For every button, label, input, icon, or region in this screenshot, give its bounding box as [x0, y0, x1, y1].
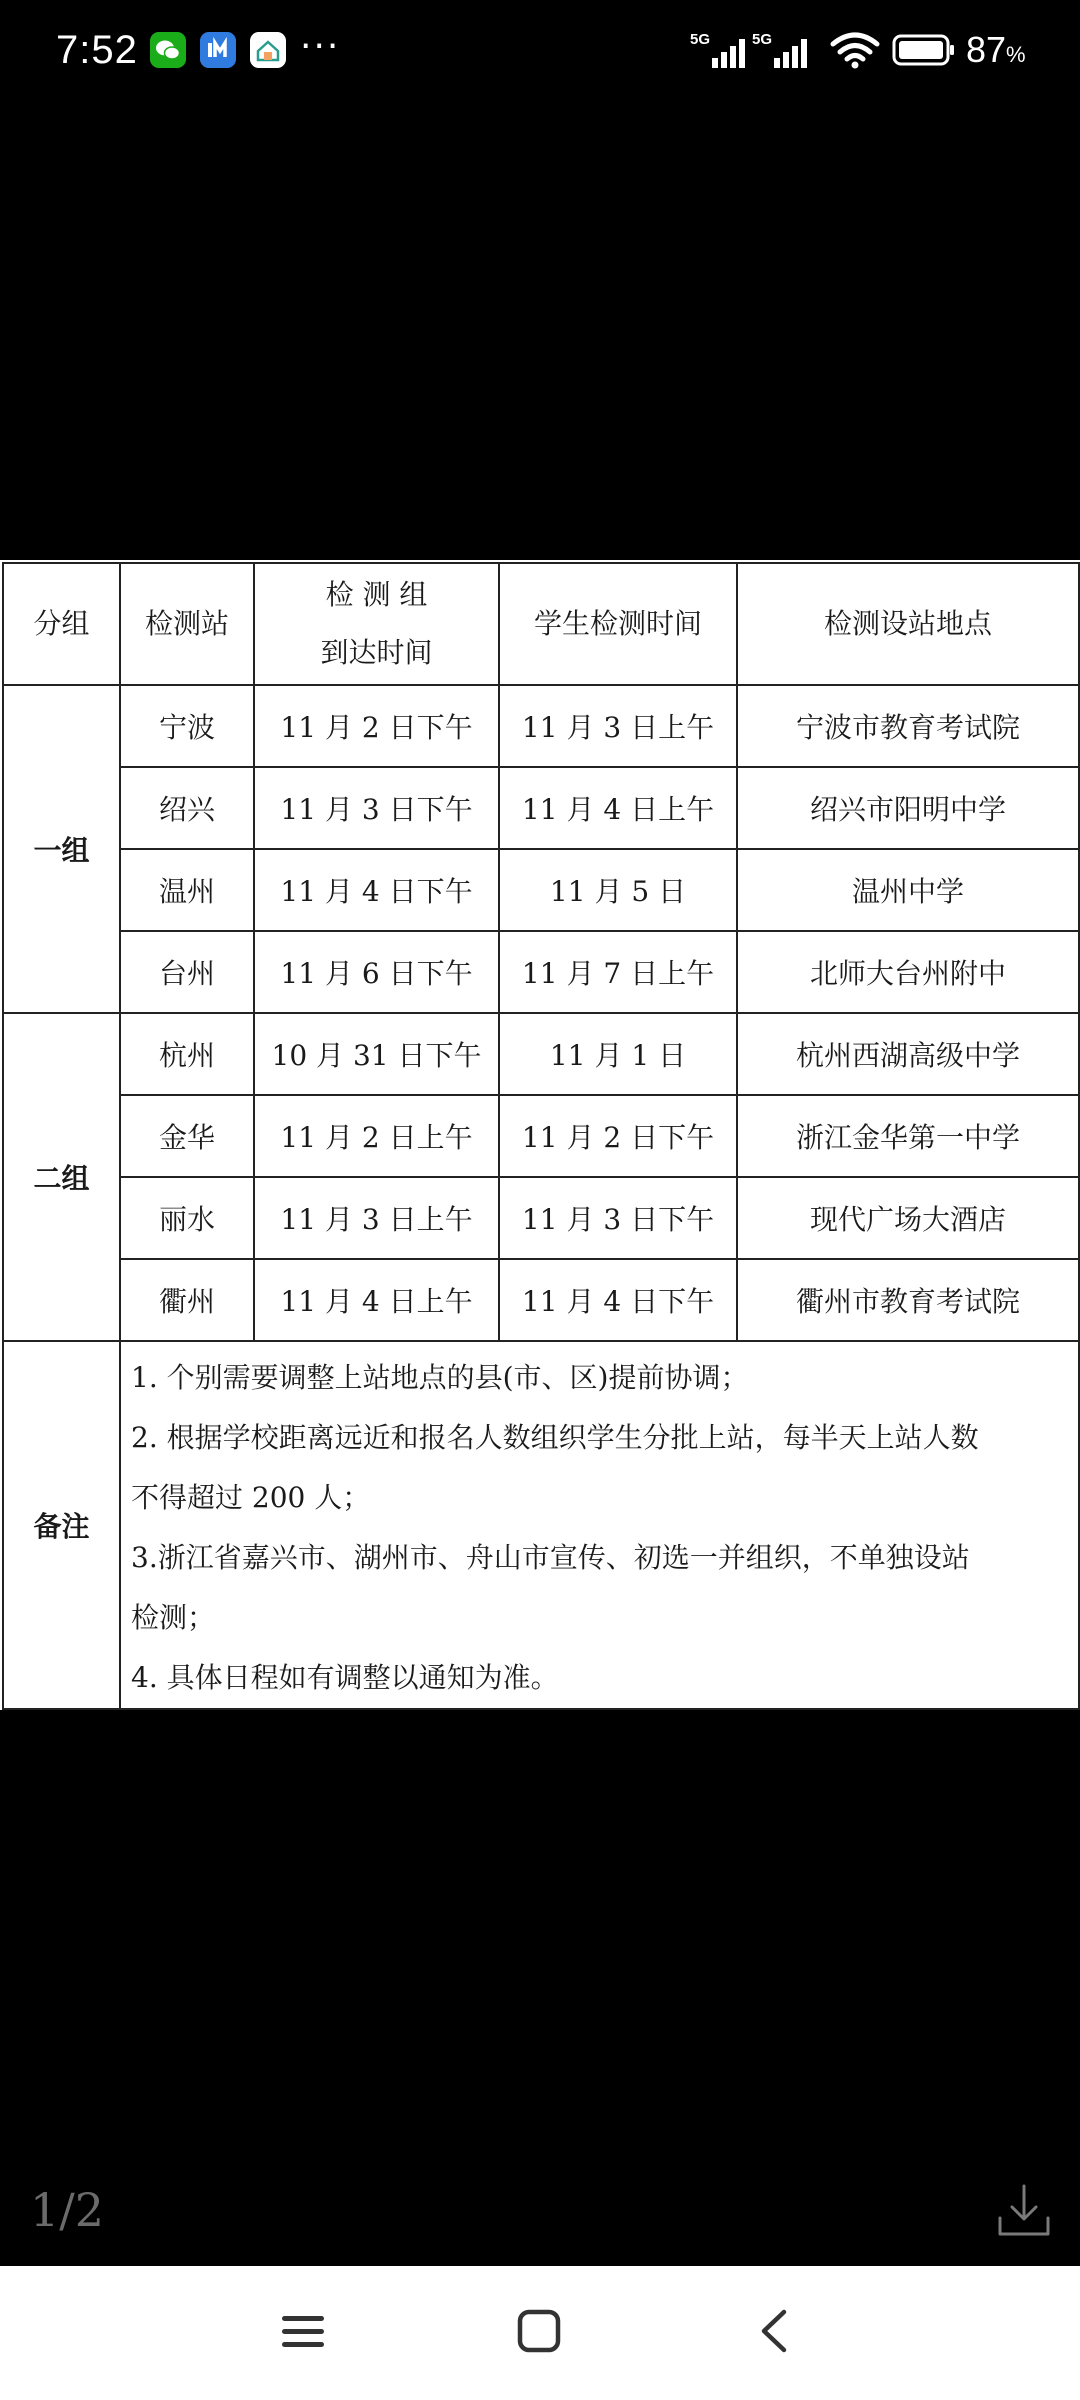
more-notifications-icon: ···: [300, 26, 341, 67]
back-icon[interactable]: [740, 2296, 810, 2366]
header-arrival-line1: 检 测 组: [325, 578, 428, 611]
note-line: 2. 根据学校距离远近和报名人数组织学生分批上站，每半天上站人数: [131, 1421, 979, 1454]
table-row: [3, 685, 1079, 767]
note-line: 4. 具体日程如有调整以通知为准。: [131, 1661, 559, 1694]
arrival-cell: 11 月 3 日上午: [254, 1177, 499, 1259]
table-row: [3, 1013, 1079, 1095]
header-student-time: 学生检测时间: [499, 563, 737, 685]
station-cell: 宁波: [120, 685, 254, 767]
download-icon[interactable]: [994, 2180, 1054, 2240]
table-row: [3, 1095, 1079, 1177]
document-page[interactable]: [0, 560, 1080, 1710]
schedule-table: [2, 562, 1080, 1710]
student-time-cell: 11 月 7 日上午: [499, 931, 737, 1013]
student-time-cell: 11 月 2 日下午: [499, 1095, 737, 1177]
student-time-cell: 11 月 4 日上午: [499, 767, 737, 849]
location-cell: 宁波市教育考试院: [737, 685, 1079, 767]
student-time-cell: 11 月 3 日上午: [499, 685, 737, 767]
location-cell: 温州中学: [737, 849, 1079, 931]
arrival-cell: 11 月 4 日下午: [254, 849, 499, 931]
group-cell: 二组: [3, 1013, 120, 1341]
menu-icon[interactable]: [268, 2296, 338, 2366]
home-app-icon: [250, 32, 286, 68]
arrival-cell: 11 月 6 日下午: [254, 931, 499, 1013]
battery-icon: [892, 34, 956, 66]
header-group: 分组: [3, 563, 120, 685]
wifi-icon: [830, 30, 880, 70]
notes-row: [3, 1341, 1079, 1709]
note-line: 不得超过 200 人；: [131, 1481, 371, 1514]
status-bar: [0, 0, 1080, 100]
location-cell: 现代广场大酒店: [737, 1177, 1079, 1259]
note-line: 检测；: [131, 1601, 216, 1634]
station-cell: 衢州: [120, 1259, 254, 1341]
battery-unit: %: [1006, 42, 1026, 67]
station-cell: 台州: [120, 931, 254, 1013]
note-line: 1. 个别需要调整上站地点的县(市、区)提前协调；: [131, 1361, 749, 1394]
im-icon: [200, 32, 236, 68]
battery-level: 87: [966, 29, 1007, 70]
signal-1-label: 5G: [690, 31, 711, 48]
station-cell: 绍兴: [120, 767, 254, 849]
location-cell: 绍兴市阳明中学: [737, 767, 1079, 849]
student-time-cell: 11 月 4 日下午: [499, 1259, 737, 1341]
header-station: 检测站: [120, 563, 254, 685]
student-time-cell: 11 月 5 日: [499, 849, 737, 931]
table-row: [3, 849, 1079, 931]
station-cell: 丽水: [120, 1177, 254, 1259]
location-cell: 衢州市教育考试院: [737, 1259, 1079, 1341]
arrival-cell: 10 月 31 日下午: [254, 1013, 499, 1095]
station-cell: 温州: [120, 849, 254, 931]
arrival-cell: 11 月 2 日下午: [254, 685, 499, 767]
arrival-cell: 11 月 3 日下午: [254, 767, 499, 849]
student-time-cell: 11 月 3 日下午: [499, 1177, 737, 1259]
arrival-cell: 11 月 4 日上午: [254, 1259, 499, 1341]
notes-content: [120, 1341, 1079, 1709]
table-row: [3, 1259, 1079, 1341]
table-row: [3, 767, 1079, 849]
table-row: [3, 931, 1079, 1013]
signal-2-label: 5G: [752, 31, 773, 48]
navigation-bar: [0, 2266, 1080, 2400]
station-cell: 金华: [120, 1095, 254, 1177]
battery-percentage: [966, 24, 1026, 81]
arrival-cell: 11 月 2 日上午: [254, 1095, 499, 1177]
home-icon[interactable]: [504, 2296, 574, 2366]
student-time-cell: 11 月 1 日: [499, 1013, 737, 1095]
page-indicator: 1/2: [30, 2183, 105, 2237]
station-cell: 杭州: [120, 1013, 254, 1095]
table-row: [3, 1177, 1079, 1259]
header-arrival-time: [254, 563, 499, 685]
wechat-icon: [150, 32, 186, 68]
location-cell: 北师大台州附中: [737, 931, 1079, 1013]
notes-label: 备注: [3, 1341, 120, 1709]
table-header-row: [3, 563, 1079, 685]
location-cell: 杭州西湖高级中学: [737, 1013, 1079, 1095]
signal-icon: [752, 30, 824, 70]
note-line: 3.浙江省嘉兴市、湖州市、舟山市宣传、初选一并组织，不单独设站: [131, 1541, 970, 1574]
status-time: 7:52: [56, 28, 138, 72]
header-location: 检测设站地点: [737, 563, 1079, 685]
location-cell: 浙江金华第一中学: [737, 1095, 1079, 1177]
group-cell: 一组: [3, 685, 120, 1013]
header-arrival-line2: 到达时间: [320, 636, 433, 669]
